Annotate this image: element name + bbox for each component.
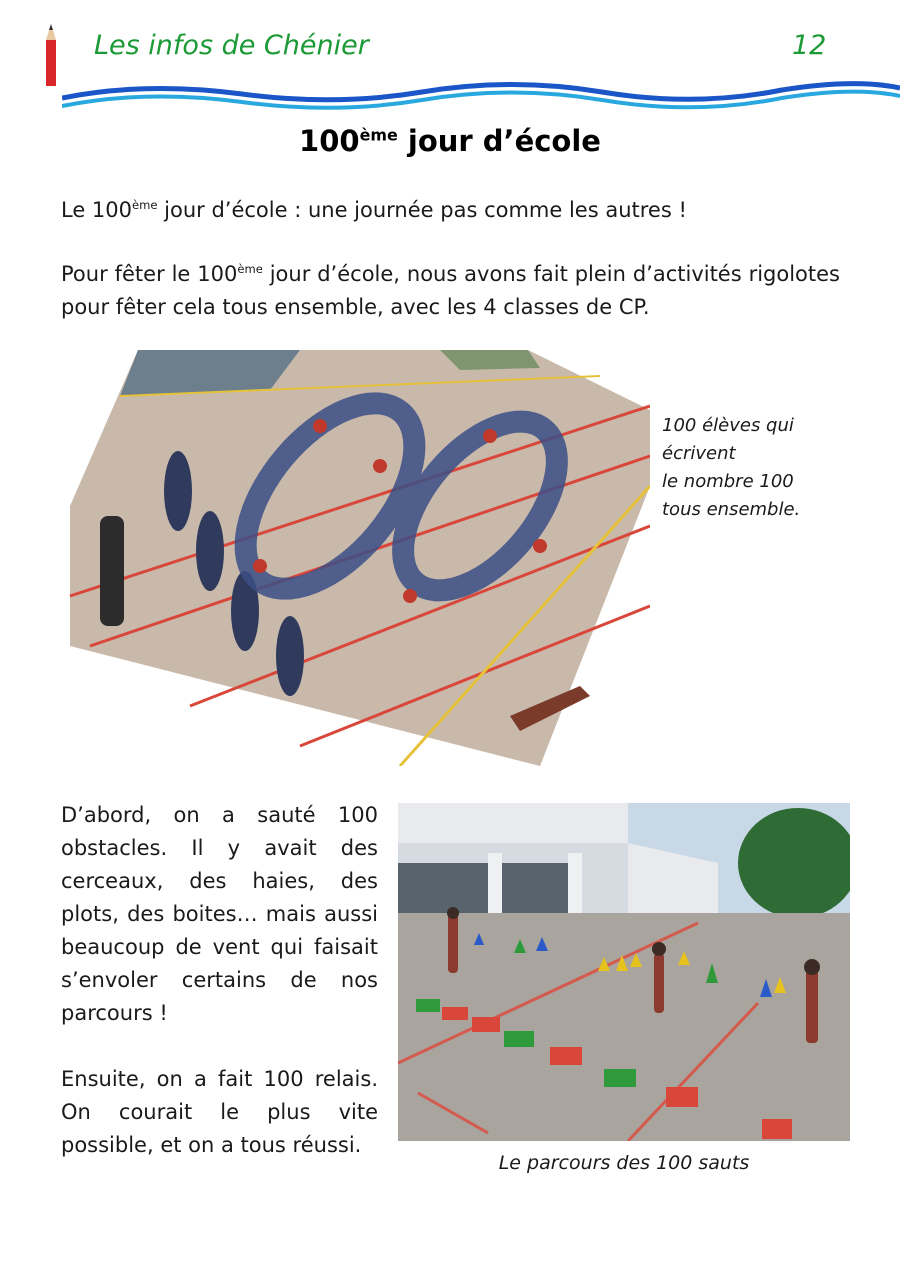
caption-line: tous ensemble. <box>662 499 801 520</box>
photo2-caption: Le parcours des 100 sauts <box>498 1152 750 1174</box>
pencil-icon <box>44 22 58 88</box>
caption-line: le nombre 100 <box>662 471 794 492</box>
relay-paragraph: Ensuite, on a fait 100 relais. On courait le plus vite possible, et on a tous réussi. <box>61 1067 378 1157</box>
caption-line: écrivent <box>662 443 736 464</box>
obstacles-paragraph: D’abord, on a sauté 100 obstacles. Il y avait des cerceaux, des haies, des plots, des boites… mais aussi beaucoup de vent qui faisait s’envoler certains de nos parcours ! <box>61 803 378 1025</box>
photo1-caption <box>662 412 862 524</box>
caption-line: 100 élèves qui <box>662 415 794 436</box>
intro-paragraph: Le 100ème jour d’école : une journée pas comme les autres ! <box>61 198 687 222</box>
page-number: 12 <box>792 30 827 61</box>
wave-divider <box>62 76 900 116</box>
photo-obstacle-course <box>398 803 850 1141</box>
article-title: 100ème jour d’école <box>299 124 601 158</box>
activities-paragraph: Pour fêter le 100ème jour d’école, nous avons fait plein d’activités rigolotes pour fêter cela tous ensemble, avec les 4 classes de CP. <box>61 262 840 319</box>
photo-children-forming-100 <box>60 346 650 766</box>
header-title: Les infos de Chénier <box>94 30 369 61</box>
